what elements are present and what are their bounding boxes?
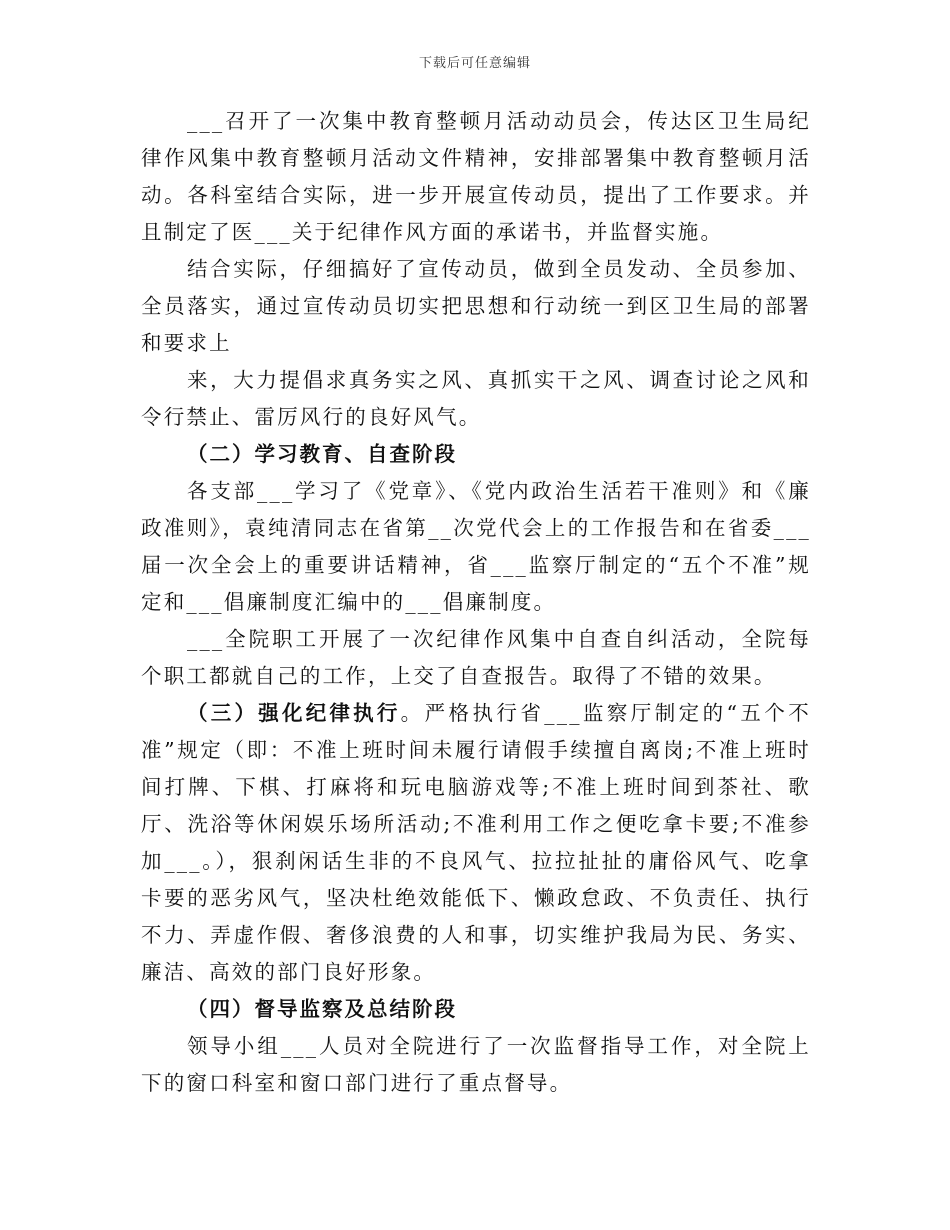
section-heading-supervision: （四）督导监察及总结阶段 (187, 997, 457, 1021)
paragraph-publicity: 结合实际，仔细搞好了宣传动员，做到全员发动、全员参加、全员落实，通过宣传动员切实把思想和行动统一到区卫生局的部署和要求上 (141, 257, 811, 355)
paragraph-discipline (141, 695, 811, 991)
document-body (141, 103, 811, 1102)
paragraph-atmosphere: 来，大力提倡求真务实之风、真抓实干之风、调查讨论之风和令行禁止、雷厉风行的良好风气。 (141, 368, 811, 429)
paragraph-supervision: 领导小组___人员对全院进行了一次监督指导工作，对全院上下的窗口科室和窗口部门进行了重点督导。 (141, 1034, 811, 1095)
paragraph-selfcheck: ___全院职工开展了一次纪律作风集中自查自纠活动，全院每个职工都就自己的工作，上交了自查报告。取得了不错的效果。 (141, 627, 811, 688)
paragraph-discipline-text: 。严格执行省___监察厅制定的“五个不准”规定（即：不准上班时间未履行请假手续擅自离岗;不准上班时间打牌、下棋、打麻将和玩电脑游戏等;不准上班时间到茶社、歌厅、洗浴等休闲娱乐场所活动;不准利用工作之便吃拿卡要;不准参加___。），狠刹闲话生非的不良风气、拉拉扯扯的庸俗风气、吃拿卡要的恶劣风气，坚决杜绝效能低下、懒政怠政、不负责任、执行不力、弄虚作假、奢侈浪费的人和事，切实维护我局为民、务实、廉洁、高效的部门良好形象。 (141, 701, 812, 984)
section-heading-study-selfcheck: （二）学习教育、自查阶段 (187, 442, 457, 466)
page-header: 下载后可任意编辑 (418, 56, 531, 71)
paragraph-mobilization: ___召开了一次集中教育整顿月活动动员会，传达区卫生局纪律作风集中教育整顿月活动文件精神，安排部署集中教育整顿月活动。各科室结合实际，进一步开展宣传动员，提出了工作要求。并且制定了医___关于纪律作风方面的承诺书，并监督实施。 (141, 109, 811, 244)
section-heading-discipline: （三）强化纪律执行 (187, 701, 401, 725)
paragraph-study: 各支部___学习了《党章》、《党内政治生活若干准则》和《廉政准则》，袁纯清同志在省第__次党代会上的工作报告和在省委___届一次全会上的重要讲话精神，省___监察厅制定的“五个不准”规定和___倡廉制度汇编中的___倡廉制度。 (141, 479, 811, 614)
